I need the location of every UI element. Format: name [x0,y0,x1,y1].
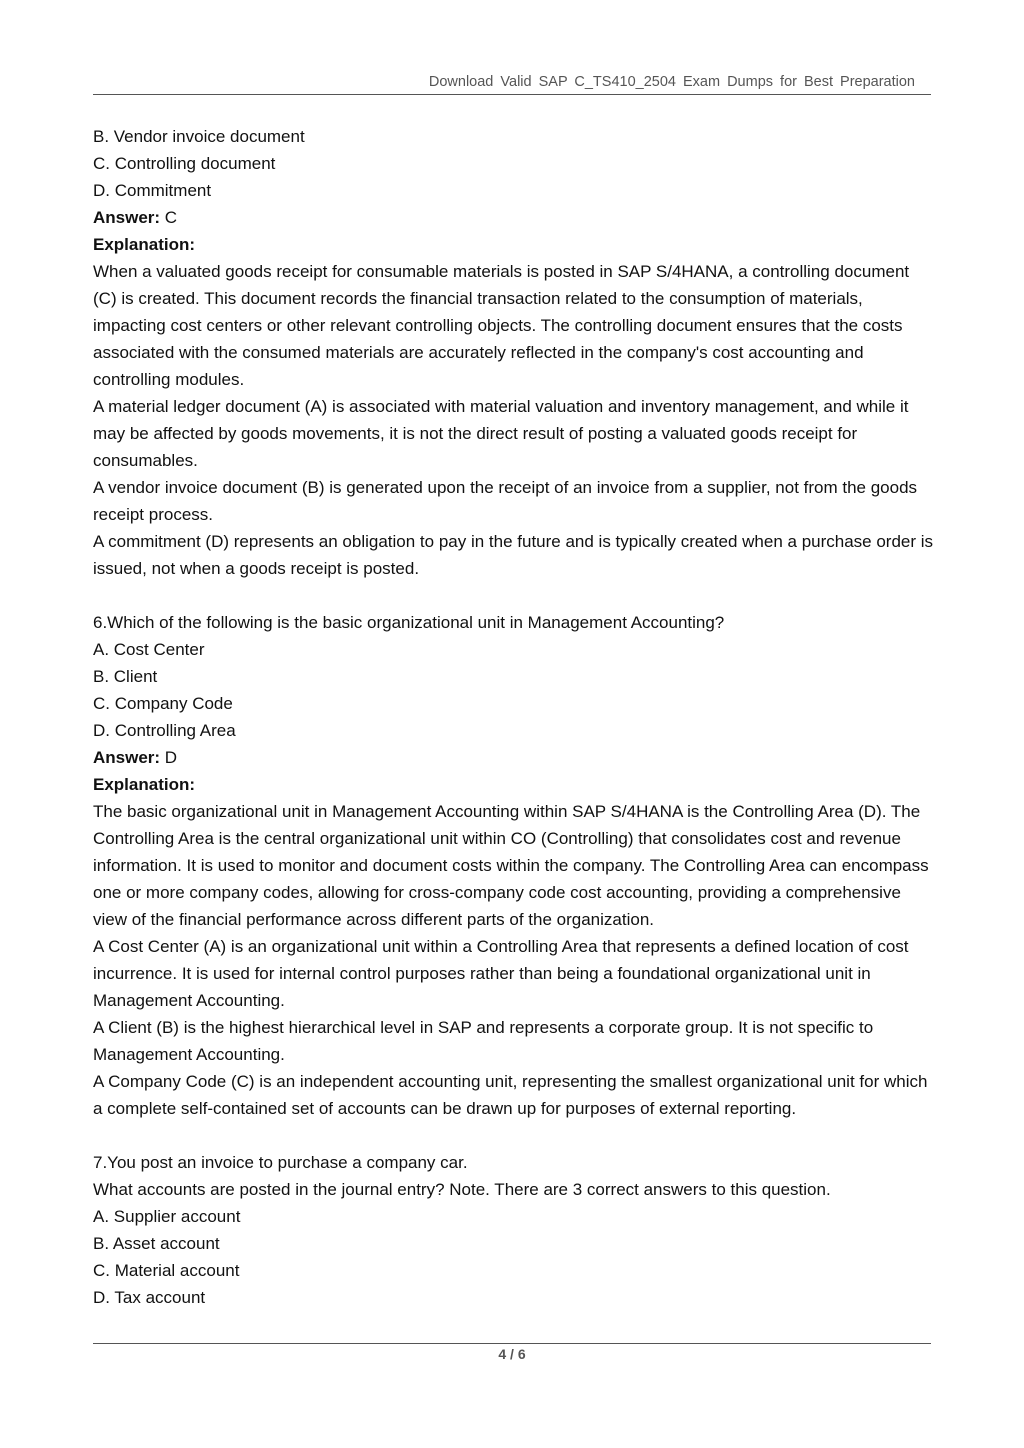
q6-option-d: D. Controlling Area [93,721,236,740]
footer-divider [93,1343,931,1344]
answer-value: D [160,748,178,767]
header-text: Download Valid SAP C_TS410_2504 Exam Dumps for Best Preparation [428,74,915,90]
q7-option-d: D. Tax account [93,1288,206,1307]
q6-explanation-paragraph: The basic organizational unit in Management Accounting within SAP S/4HANA is the Controlling Area (D). The Controlling Area is the central organizational unit within CO (Controlling) that consolidates cost and revenue information. It is used to monitor and document costs within the company. The Controlling Area can encompass one or more company codes, allowing for cross-company code cost accounting, providing a comprehensive view of the financial performance across different parts of the organization. [93,802,929,929]
q6-explanation-paragraph: A Company Code (C) is an independent accounting unit, representing the smallest organizational unit for which a complete self-contained set of accounts can be drawn up for purposes of external reporting. [93,1072,928,1118]
q5-explanation-paragraph: A vendor invoice document (B) is generated upon the receipt of an invoice from a supplier, not from the goods receipt process. [93,478,918,524]
q6-option-b: B. Client [93,667,158,686]
q5-answer [93,204,935,231]
q6-explanation-paragraph: A Cost Center (A) is an organizational unit within a Controlling Area that represents a defined location of cost incurrence. It is used for internal control purposes rather than being a foundational organizational unit in Management Accounting. [93,937,909,1010]
q6-explanation-paragraph: A Client (B) is the highest hierarchical level in SAP and represents a corporate group. It is not specific to Management Accounting. [93,1018,874,1064]
q5-explanation-paragraph: When a valuated goods receipt for consumable materials is posted in SAP S/4HANA, a controlling document (C) is created. This document records the financial transaction related to the consumption of materials, impacting cost centers or other relevant controlling objects. The controlling document ensures that the costs associated with the consumed materials are accurately reflected in the company's cost accounting and controlling modules. [93,262,910,389]
q6-answer [93,744,935,771]
q7-question: 7.You post an invoice to purchase a company car. [93,1153,468,1172]
q6-option-c: C. Company Code [93,694,233,713]
q6-option-a: A. Cost Center [93,640,205,659]
q7-option-b: B. Asset account [93,1234,220,1253]
spacer [93,582,935,609]
q5-option-d: D. Commitment [93,181,212,200]
page-header [93,72,931,95]
q7-question-note: What accounts are posted in the journal entry? Note. There are 3 correct answers to this question. [93,1180,831,1199]
q7-option-c: C. Material account [93,1261,240,1280]
document-body [93,123,935,1311]
q5-option-b: B. Vendor invoice document [93,127,305,146]
q5-explanation-paragraph: A material ledger document (A) is associated with material valuation and inventory management, and while it may be affected by goods movements, it is not the direct result of posting a valuated goods receipt for consumables. [93,397,909,470]
q6-explanation-label: Explanation: [93,775,196,794]
page-number: 4 / 6 [498,1346,526,1362]
q7-option-a: A. Supplier account [93,1207,241,1226]
q5-explanation-paragraph: A commitment (D) represents an obligation to pay in the future and is typically created when a purchase order is issued, not when a goods receipt is posted. [93,532,934,578]
q5-option-c: C. Controlling document [93,154,276,173]
q5-explanation-label: Explanation: [93,235,196,254]
answer-label: Answer: [93,208,161,227]
answer-label: Answer: [93,748,161,767]
q6-question: 6.Which of the following is the basic organizational unit in Management Accounting? [93,613,725,632]
spacer [93,1122,935,1149]
answer-value: C [160,208,178,227]
